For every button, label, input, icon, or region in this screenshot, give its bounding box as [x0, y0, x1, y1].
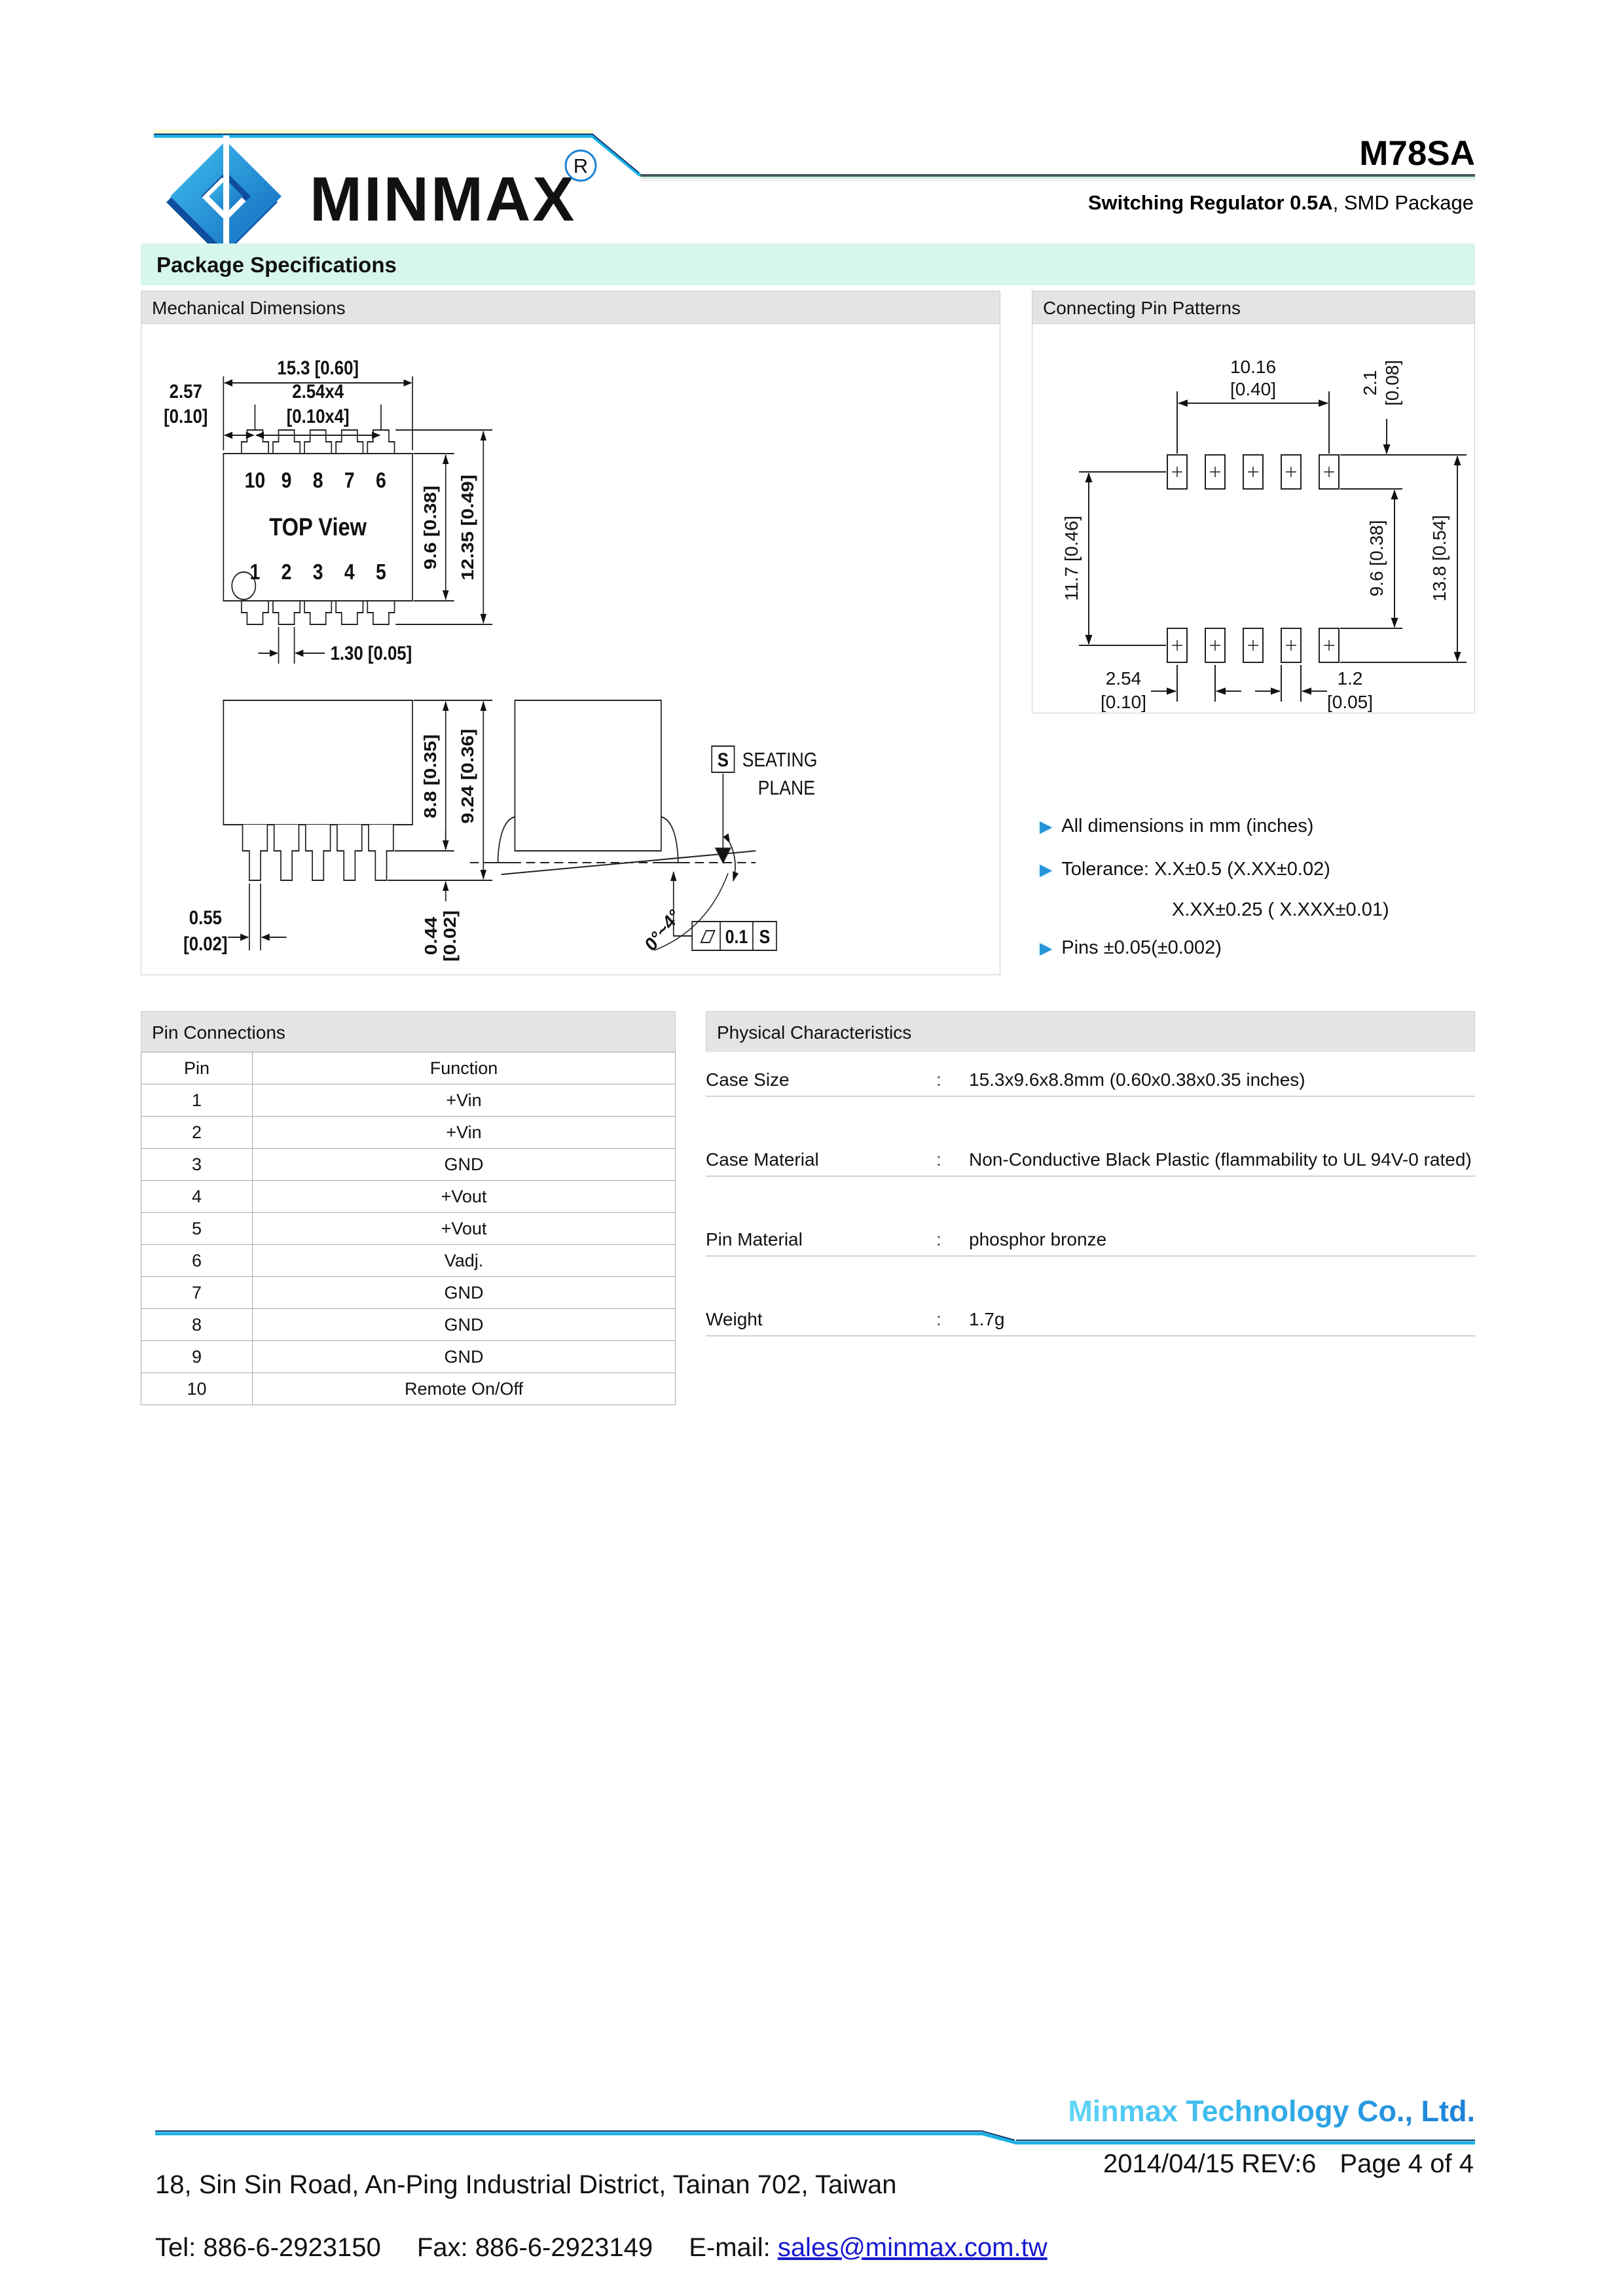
function-cell: GND [253, 1149, 676, 1181]
dim-offset-in: [0.10] [164, 405, 208, 427]
note-text: X.XX±0.25 ( X.XXX±0.01) [1172, 899, 1389, 920]
pin-shape [242, 430, 268, 454]
function-cell: GND [253, 1277, 676, 1309]
pin-shape [273, 601, 300, 624]
footer-fax: Fax: 886-6-2923149 [416, 2233, 653, 2262]
triangle-bullet-icon: ▶ [1040, 817, 1053, 836]
parallelism-icon [701, 931, 715, 942]
physical-characteristics-header: Physical Characteristics [706, 1011, 1475, 1052]
dim-span-mm: 10.16 [1230, 357, 1277, 377]
product-subtitle [1088, 191, 1474, 215]
pc-colon: : [936, 1149, 941, 1170]
pc-row-weight [706, 1295, 1475, 1336]
pin-shape [304, 430, 331, 454]
dim-tip-in: [0.02] [183, 933, 228, 955]
pin-number: 1 [249, 559, 261, 584]
dim-pad-width-in: [0.05] [1326, 692, 1374, 712]
brand-name: MINMAX [310, 164, 577, 234]
pc-label: Case Material [706, 1149, 819, 1170]
subtitle-bold: Switching Regulator 0.5A [1087, 191, 1333, 214]
dim-standoff-mm: 0.44 [421, 916, 441, 956]
triangle-bullet-icon: ▶ [1040, 861, 1053, 879]
note-tolerance-2 [1172, 899, 1389, 921]
dim-pad-width-mm: 1.2 [1337, 668, 1363, 689]
table-row [141, 1213, 676, 1245]
pin-shape [367, 601, 394, 624]
pc-row-case-size [706, 1055, 1475, 1097]
pin-number: 10 [244, 467, 266, 493]
footer-company: Minmax Technology Co., Ltd. [1068, 2094, 1475, 2128]
dim-standoff-in: [0.02] [441, 910, 460, 962]
mechanical-drawing [141, 323, 1000, 975]
pc-value: Non-Conductive Black Plastic (flammability to UL 94V-0 rated) [969, 1149, 1472, 1170]
pc-label: Weight [706, 1309, 763, 1329]
table-row [141, 1117, 676, 1149]
pin-shape [304, 601, 331, 624]
pin-number: 7 [344, 467, 355, 493]
dim-tip-mm: 0.55 [189, 906, 222, 929]
fcf-datum: S [759, 926, 771, 948]
pin-patterns-drawing [1032, 323, 1475, 713]
pin-cell: 9 [141, 1341, 253, 1373]
pin-number: 6 [376, 467, 386, 493]
footer-email-label: E-mail: [689, 2233, 771, 2262]
table-row [141, 1245, 676, 1277]
function-cell: GND [253, 1309, 676, 1341]
side-view-body [223, 700, 412, 825]
pin-cell: 1 [141, 1085, 253, 1117]
pin-cell: 5 [141, 1213, 253, 1245]
note-text: Tolerance: X.X±0.5 (X.XX±0.02) [1061, 859, 1330, 880]
dim-body-height: 9.6 [0.38] [421, 485, 440, 570]
dim-pad-height-in: [0.08] [1382, 359, 1402, 406]
note-tolerance [1040, 859, 1330, 880]
section-title-band: Package Specifications [141, 243, 1475, 285]
pin-cell: 2 [141, 1117, 253, 1149]
function-cell: +Vout [253, 1181, 676, 1213]
dim-pad-height-mm: 2.1 [1360, 370, 1380, 396]
pin-cell: 10 [141, 1373, 253, 1405]
note-pins [1040, 937, 1222, 959]
dim-span-in: [0.40] [1230, 379, 1277, 399]
pin-number: 5 [376, 559, 386, 584]
pin-connections-table [141, 1052, 676, 1405]
pc-label: Pin Material [706, 1229, 803, 1249]
footer-address: 18, Sin Sin Road, An-Ping Industrial District, Tainan 702, Taiwan [155, 2170, 897, 2199]
function-cell: +Vin [253, 1117, 676, 1149]
pin-number: 4 [344, 559, 355, 584]
footer-date-rev: 2014/04/15 REV:6 [1103, 2149, 1317, 2178]
col-header-function: Function [253, 1052, 676, 1085]
pin-connections-header: Pin Connections [141, 1011, 676, 1052]
table-row [141, 1277, 676, 1309]
table-row [141, 1373, 676, 1405]
pin-shape [336, 601, 363, 624]
table-row [141, 1085, 676, 1117]
pin-shape [242, 601, 268, 624]
note-dimensions [1040, 816, 1313, 837]
pin-number: 2 [281, 559, 292, 584]
function-cell: +Vin [253, 1085, 676, 1117]
dim-side-height: 8.8 [0.35] [421, 734, 440, 819]
pin-shape [336, 430, 363, 454]
pc-row-case-material [706, 1135, 1475, 1177]
mechanical-dimensions-header: Mechanical Dimensions [141, 291, 1000, 323]
dim-overall-height: 12.35 [0.49] [458, 475, 477, 581]
pc-label: Case Size [706, 1069, 790, 1090]
pin-cell: 7 [141, 1277, 253, 1309]
dim-row-pitch: 11.7 [0.46] [1061, 515, 1082, 601]
svg-text:R: R [573, 154, 589, 177]
dim-width: 15.3 [0.60] [277, 357, 359, 379]
pin-cell: 6 [141, 1245, 253, 1277]
triangle-bullet-icon: ▶ [1040, 939, 1053, 958]
pin-cell: 8 [141, 1309, 253, 1341]
datum-s-label: S [717, 749, 729, 771]
dim-outer-span: 13.8 [0.54] [1429, 514, 1450, 602]
col-header-pin: Pin [141, 1052, 253, 1085]
logo-diamond-icon [166, 135, 282, 260]
note-text: Pins ±0.05(±0.002) [1061, 937, 1222, 958]
pin-number: 9 [281, 467, 292, 493]
datum-triangle-icon [716, 848, 730, 863]
pc-value: phosphor bronze [969, 1229, 1107, 1249]
function-cell: GND [253, 1341, 676, 1373]
pc-value: 1.7g [969, 1309, 1005, 1329]
pin-shape [273, 430, 300, 454]
footer-contact [155, 2233, 1048, 2263]
end-view-body [515, 700, 661, 851]
seating-label: SEATING [742, 749, 818, 772]
function-cell: +Vout [253, 1213, 676, 1245]
dim-pitch-in: [0.10x4] [286, 405, 350, 427]
pin-patterns-header: Connecting Pin Patterns [1032, 291, 1475, 323]
dim-pitch-mm: 2.54x4 [292, 380, 344, 403]
pc-row-pin-material [706, 1215, 1475, 1257]
pin-cell: 3 [141, 1149, 253, 1181]
footer-email-link[interactable]: sales@minmax.com.tw [777, 2233, 1048, 2262]
pc-value: 15.3x9.6x8.8mm (0.60x0.38x0.35 inches) [969, 1069, 1305, 1090]
pc-colon: : [936, 1069, 941, 1090]
function-cell: Remote On/Off [253, 1373, 676, 1405]
fcf-tolerance: 0.1 [725, 926, 748, 948]
pin-shape [367, 430, 394, 454]
subtitle-rest: , SMD Package [1332, 191, 1474, 214]
table-row [141, 1341, 676, 1373]
table-row [141, 1181, 676, 1213]
table-header-row [141, 1052, 676, 1085]
dim-pin-width: 1.30 [0.05] [330, 642, 412, 664]
footer-tel: Tel: 886-6-2923150 [155, 2233, 381, 2262]
pc-colon: : [936, 1229, 941, 1249]
pin-number: 8 [312, 467, 323, 493]
dim-angle: 0°~4° [641, 905, 684, 956]
dim-offset-mm: 2.57 [169, 380, 202, 403]
function-cell: Vadj. [253, 1245, 676, 1277]
dim-inner-span: 9.6 [0.38] [1366, 520, 1387, 597]
note-text: All dimensions in mm (inches) [1061, 816, 1314, 836]
dim-side-overall: 9.24 [0.36] [458, 728, 477, 824]
pin-cell: 4 [141, 1181, 253, 1213]
dim-pad-pitch-in: [0.10] [1100, 692, 1147, 712]
product-title: M78SA [1359, 134, 1475, 173]
table-row [141, 1309, 676, 1341]
pc-colon: : [936, 1309, 941, 1329]
dim-pad-pitch-mm: 2.54 [1105, 668, 1142, 689]
pin-number: 3 [312, 559, 323, 584]
table-row [141, 1149, 676, 1181]
footer-page-number: Page 4 of 4 [1340, 2149, 1474, 2178]
plane-label: PLANE [757, 777, 815, 800]
top-view-label: TOP View [269, 512, 367, 541]
